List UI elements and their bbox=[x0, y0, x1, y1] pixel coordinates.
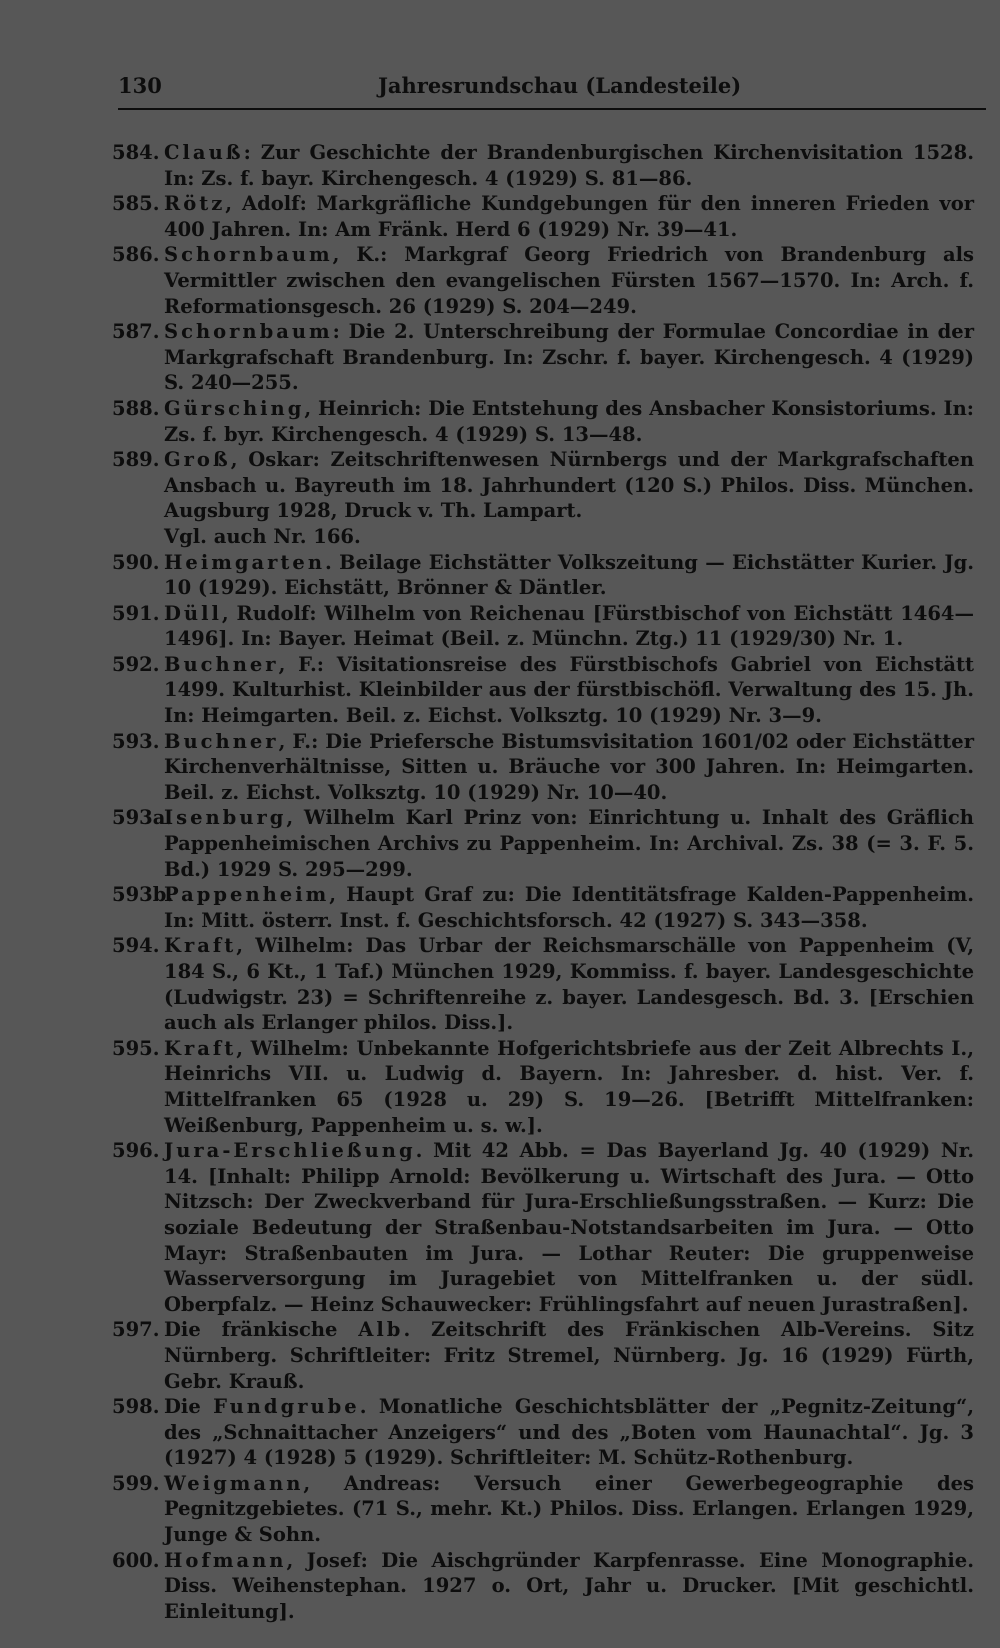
entry-author: Buchner bbox=[164, 652, 279, 676]
entry-text: . Beilage Eichstätter Volkszeitung — Eichstätter Kurier. Jg. 10 (1929). Eichstätt, Brönner & Däntler. bbox=[164, 550, 974, 600]
bibliography-entry bbox=[112, 1394, 974, 1471]
entry-author: Alb bbox=[358, 1318, 404, 1342]
entry-author: Isenburg bbox=[164, 806, 287, 830]
entry-number: 585. bbox=[112, 192, 160, 216]
entry-text: , Adolf: Markgräfliche Kundgebungen für den inneren Frieden vor 400 Jahren. In: Am Fränk. Herd 6 (1929) Nr. 39—41. bbox=[164, 192, 974, 241]
entry-number: 600. bbox=[112, 1548, 160, 1572]
entry-text: , Josef: Die Aischgründer Karpfenrasse. Eine Monographie. Diss. Weihenstephan. 1927 o. Ort, Jahr u. Drucker. [Mit geschichtl. Einleitung]. bbox=[164, 1548, 974, 1623]
entry-number: 593. bbox=[112, 729, 160, 753]
entry-text: , K.: Markgraf Georg Friedrich von Brandenburg als Vermittler zwischen den evangelischen Fürsten 1567—1570. In: Arch. f. Reformationsgesch. 26 (1929) S. 204—249. bbox=[164, 243, 974, 318]
entry-number: 586. bbox=[112, 243, 160, 267]
entry-text: , Wilhelm: Unbekannte Hofgerichtsbriefe aus der Zeit Albrechts I., Heinrichs VII. u. Ludwig d. Bayern. In: Jahresber. d. hist. Ver. f. Mittelfranken 65 (1928 u. 29) S. 19—26. [Betrifft Mittelfranken: Weißenburg, Pappenheim u. s. w.]. bbox=[164, 1036, 974, 1137]
entry-number: 592. bbox=[112, 652, 160, 676]
entry-text: , Oskar: Zeitschriftenwesen Nürnbergs und der Markgrafschaften Ansbach u. Bayreuth im 18. Jahrhundert (120 S.) Philos. Diss. München. Augsburg 1928, Druck v. Th. Lampart. bbox=[164, 448, 974, 523]
bibliography-entry bbox=[112, 652, 974, 729]
entry-author: Groß bbox=[164, 448, 231, 472]
entry-author: Rötz bbox=[164, 192, 226, 216]
entry-prefix: Die bbox=[164, 1395, 214, 1419]
bibliography-entry bbox=[112, 447, 974, 524]
bibliography-entry bbox=[112, 396, 974, 447]
entry-text: : Zur Geschichte der Brandenburgischen Kirchenvisitation 1528. In: Zs. f. bayr. Kirchengesch. 4 (1929) S. 81—86. bbox=[164, 141, 974, 190]
entry-number: 596. bbox=[112, 1139, 160, 1163]
entry-text: , F.: Die Priefersche Bistumsvisitation 1601/02 oder Eichstätter Kirchenverhältnisse, Sitten u. Bräuche vor 300 Jahren. In: Heimgarten. Beil. z. Eichst. Volksztg. 10 (1929) Nr. 10—40. bbox=[164, 729, 974, 804]
bibliography-entry bbox=[112, 1036, 974, 1138]
bibliography-list bbox=[112, 140, 974, 1624]
entry-text: , Haupt Graf zu: Die Identitätsfrage Kalden-Pappenheim. In: Mitt. österr. Inst. f. Geschichtsforsch. 42 (1927) S. 343—358. bbox=[164, 883, 974, 932]
entry-author: Clauß bbox=[164, 141, 244, 164]
bibliography-entry bbox=[112, 140, 974, 191]
entry-text: . Monatliche Geschichtsblätter der „Pegnitz-Zeitung“, des „Schnaittacher Anzeigers“ und des „Boten vom Haunachtal“. Jg. 3 (1927) 4 (1928) 5 (1929). Schriftleiter: M. Schütz-Rothenburg. bbox=[164, 1395, 974, 1470]
entry-text: , Wilhelm Karl Prinz von: Einrichtung u. Inhalt des Gräflich Pappenheimischen Archivs zu Pappenheim. In: Archival. Zs. 38 (= 3. F. 5. Bd.) 1929 S. 295—299. bbox=[164, 806, 974, 881]
entry-author: Kraft bbox=[164, 1036, 237, 1060]
entry-author: Schornbaum bbox=[164, 243, 333, 267]
entry-number: 599. bbox=[112, 1471, 160, 1495]
page-number: 130 bbox=[118, 73, 162, 98]
entry-prefix: Die fränkische bbox=[164, 1318, 359, 1342]
entry-text: , F.: Visitationsreise des Fürstbischofs Gabriel von Eichstätt 1499. Kulturhist. Kleinbilder aus der fürstbischöfl. Verwaltung des 15. Jh. In: Heimgarten. Beil. z. Eichst. Volksztg. 10 (1929) Nr. 3—9. bbox=[164, 652, 974, 728]
running-title: Jahresrundschau (Landesteile) bbox=[378, 73, 742, 98]
bibliography-entry bbox=[112, 1138, 974, 1317]
bibliography-entry bbox=[112, 242, 974, 319]
bibliography-entry bbox=[112, 882, 974, 933]
entry-author: Buchner bbox=[164, 729, 279, 753]
entry-text: , Andreas: Versuch einer Gewerbegeographie des Pegnitzgebietes. (71 S., mehr. Kt.) Philos. Diss. Erlangen. Erlangen 1929, Junge & Sohn. bbox=[164, 1471, 974, 1547]
entry-number: 597. bbox=[112, 1318, 160, 1342]
bibliography-entry bbox=[112, 319, 974, 396]
entry-text: . Zeitschrift des Fränkischen Alb-Vereins. Sitz Nürnberg. Schriftleiter: Fritz Stremel, Nürnberg. Jg. 16 (1929) Fürth, Gebr. Krauß. bbox=[164, 1318, 974, 1393]
entry-number: 594. bbox=[112, 934, 160, 958]
bibliography-entry bbox=[112, 601, 974, 652]
entry-author: Düll bbox=[164, 601, 222, 625]
entry-author: Jura-Erschließung bbox=[164, 1139, 416, 1163]
entry-crossref: Vgl. auch Nr. 166. bbox=[164, 524, 361, 548]
entry-author: Pappenheim bbox=[164, 883, 330, 907]
entry-author: Weigmann bbox=[164, 1471, 304, 1495]
entry-number: 593a. bbox=[112, 806, 173, 830]
entry-author: Gürsching bbox=[164, 396, 305, 420]
entry-text: , Rudolf: Wilhelm von Reichenau [Fürstbischof von Eichstätt 1464—1496]. In: Bayer. Heimat (Beil. z. Münchn. Ztg.) 11 (1929/30) Nr. 1. bbox=[164, 601, 974, 651]
entry-number: 588. bbox=[112, 396, 160, 420]
entry-number: 598. bbox=[112, 1395, 160, 1419]
entry-text: . Mit 42 Abb. = Das Bayerland Jg. 40 (1929) Nr. 14. [Inhalt: Philipp Arnold: Bevölkerung u. Wirtschaft des Jura. — Otto Nitzsch: Der Zweckverband für Jura-Erschließungsstraßen. — Kurz: Die soziale Bedeutung der Straßenbau-Notstandsarbeiten im Jura. — Otto Mayr: Straßenbauten im Jura. — Lothar Reuter: Die gruppenweise Wasserversorgung im Juragebiet von Mittelfranken u. der südl. Oberpfalz. — Heinz Schauwecker: Frühlingsfahrt auf neuen Jurastraßen]. bbox=[164, 1139, 974, 1316]
entry-text: , Wilhelm: Das Urbar der Reichsmarschälle von Pappenheim (V, 184 S., 6 Kt., 1 Taf.) München 1929, Kommiss. f. bayer. Landesgeschichte (Ludwigstr. 23) = Schriftenreihe z. bayer. Landesgesch. Bd. 3. [Erschien auch als Erlanger philos. Diss.]. bbox=[164, 934, 974, 1035]
bibliography-entry bbox=[112, 550, 974, 601]
entry-author: Heimgarten bbox=[164, 550, 326, 574]
entry-number: 591. bbox=[112, 601, 160, 625]
entry-author: Fundgrube bbox=[213, 1395, 360, 1419]
bibliography-entry bbox=[112, 933, 974, 1035]
bibliography-entry bbox=[112, 729, 974, 806]
entry-text: : Die 2. Unterschreibung der Formulae Concordiae in der Markgrafschaft Brandenburg. In: Zschr. f. bayer. Kirchengesch. 4 (1929) S. 240—255. bbox=[164, 320, 974, 395]
entry-number: 593b. bbox=[112, 883, 174, 907]
bibliography-entry bbox=[112, 1548, 974, 1625]
bibliography-entry bbox=[112, 1471, 974, 1548]
entry-number: 595. bbox=[112, 1036, 160, 1060]
entry-author: Hofmann bbox=[164, 1548, 287, 1572]
entry-number: 590. bbox=[112, 550, 160, 574]
bibliography-entry bbox=[112, 805, 974, 882]
header-rule bbox=[118, 108, 986, 110]
bibliography-entry bbox=[112, 1317, 974, 1394]
entry-text: , Heinrich: Die Entstehung des Ansbacher Konsistoriums. In: Zs. f. byr. Kirchengesch. 4 (1929) S. 13—48. bbox=[164, 396, 974, 446]
entry-number: 589. bbox=[112, 448, 160, 472]
entry-author: Kraft bbox=[164, 934, 237, 958]
entry-author: Schornbaum bbox=[164, 320, 333, 344]
entry-number: 584. bbox=[112, 141, 160, 164]
entry-number: 587. bbox=[112, 320, 160, 344]
bibliography-entry bbox=[112, 191, 974, 242]
